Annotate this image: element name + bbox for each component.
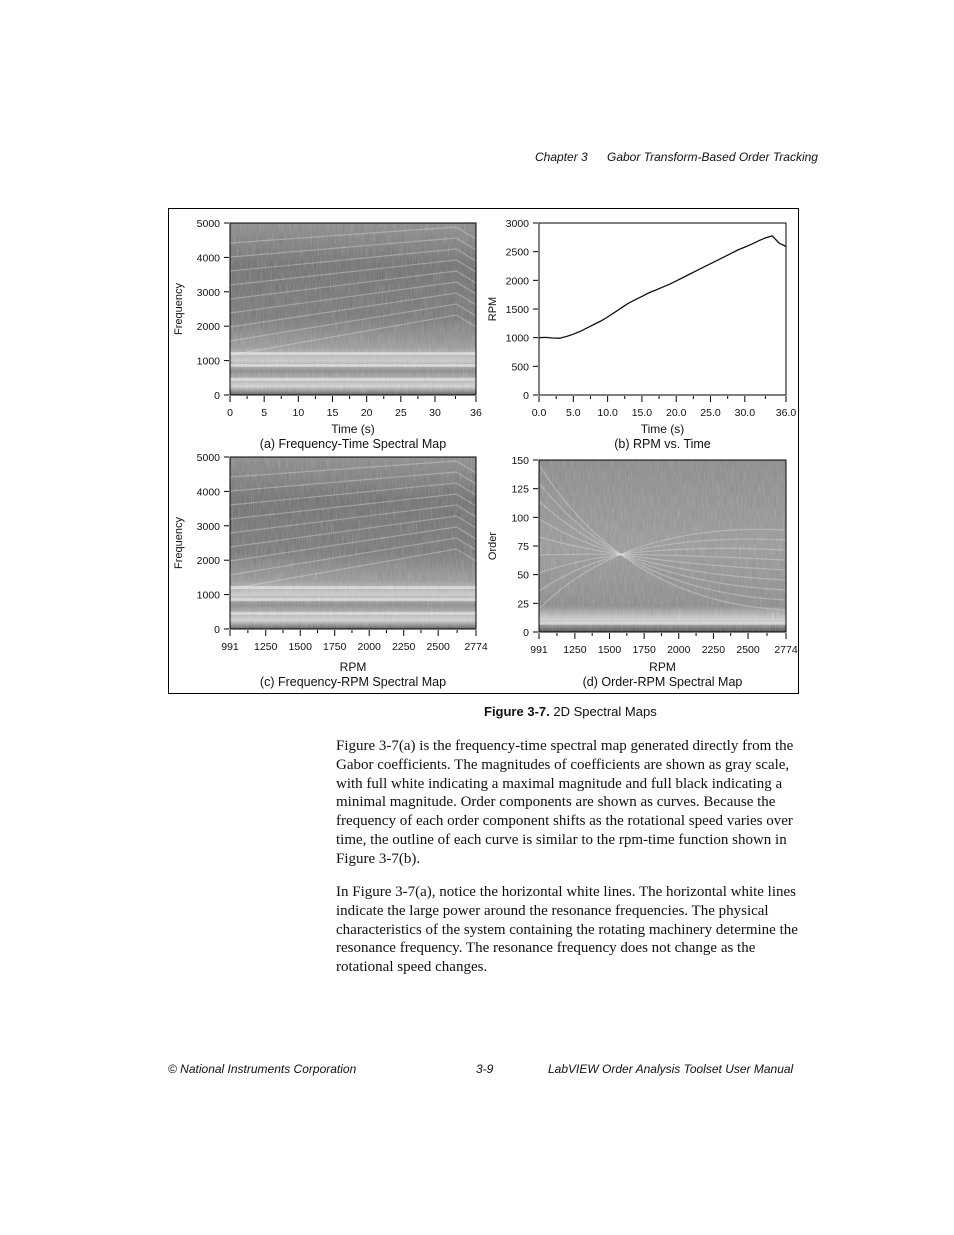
- x-tick-label: 991: [221, 641, 239, 653]
- figure-caption: [484, 704, 657, 719]
- y-axis-label: Frequency: [173, 283, 185, 335]
- x-tick-label: 1750: [632, 644, 656, 656]
- y-tick-label: 1500: [505, 304, 529, 316]
- y-tick-label: 150: [511, 455, 529, 467]
- y-tick-label: 1000: [196, 355, 220, 368]
- x-tick-label: 20: [360, 407, 373, 419]
- y-tick-label: 0: [214, 390, 220, 402]
- x-tick-label: 5: [261, 407, 268, 419]
- panel-title-b-rpm-vs-time: (b) RPM vs. Time: [614, 437, 711, 451]
- x-tick-label: 2000: [357, 641, 381, 653]
- footer-left: © National Instruments Corporation: [168, 1062, 357, 1076]
- y-tick-label: 1000: [196, 589, 220, 602]
- x-tick-label: 36: [470, 407, 482, 419]
- x-tick-label: 2500: [736, 644, 760, 656]
- y-tick-label: 25: [517, 598, 529, 611]
- paragraph-2: In Figure 3-7(a), notice the horizontal white lines. The horizontal white lines indicate the large power around the resonance frequencies. The physical characteristics of the system containing the rotating machinery determine the resonance frequency. The resonance frequency does not change as the rotational speed changes.: [336, 884, 798, 976]
- y-tick-label: 3000: [196, 286, 220, 299]
- y-axis-label: Frequency: [173, 517, 185, 569]
- y-tick-label: 2000: [505, 275, 529, 288]
- header-chapter: Chapter 3: [535, 150, 588, 164]
- y-tick-label: 4000: [196, 252, 220, 265]
- y-tick-label: 5000: [196, 218, 220, 230]
- paragraph-1: Figure 3-7(a) is the frequency-time spectral map generated directly from the Gabor coefficients. The magnitudes of coefficients are shown as gray scale, with full white indicating a maximal magnitude and full black indicating a minimal magnitude. Order components are shown as curves. Because the frequency of each order component shifts as the rotational speed varies over time, the outline of each curve is similar to the rpm-time function shown in Figure 3-7(b).: [336, 738, 794, 867]
- panel-title-d-order-rpm-spectral-map: (d) Order-RPM Spectral Map: [582, 675, 743, 689]
- x-tick-label: 1250: [254, 641, 278, 653]
- footer-right: LabVIEW Order Analysis Toolset User Manual: [548, 1062, 794, 1076]
- x-tick-label: 5.0: [566, 407, 581, 419]
- chart-panel-d: [487, 455, 798, 689]
- x-tick-label: 2774: [464, 641, 488, 653]
- y-tick-label: 500: [511, 361, 529, 374]
- y-axis-label: Order: [487, 531, 499, 561]
- x-tick-label: 36.0: [775, 407, 797, 419]
- footer-page-number: 3-9: [476, 1062, 494, 1076]
- resonance-band: [230, 352, 476, 355]
- x-tick-label: 0.0: [531, 407, 547, 419]
- header-title: Gabor Transform-Based Order Tracking: [607, 150, 818, 164]
- y-tick-label: 0: [523, 627, 529, 639]
- plot-border: [539, 223, 786, 395]
- x-tick-label: 1250: [563, 644, 587, 656]
- y-tick-label: 2000: [196, 321, 220, 334]
- x-tick-label: 1500: [597, 644, 622, 656]
- x-tick-label: 25.0: [700, 407, 721, 419]
- x-tick-label: 2250: [392, 641, 416, 653]
- x-tick-label: 2000: [667, 644, 691, 656]
- y-tick-label: 75: [517, 541, 529, 553]
- x-tick-label: 15.0: [631, 407, 653, 419]
- x-tick-label: 1750: [323, 641, 347, 653]
- chart-panel-b: [487, 218, 796, 451]
- x-tick-label: 2250: [701, 644, 726, 656]
- panel-title-c-frequency-rpm-spectral-map: (c) Frequency-RPM Spectral Map: [259, 675, 447, 689]
- x-tick-label: 991: [530, 644, 548, 656]
- resonance-band: [230, 612, 476, 615]
- resonance-band: [230, 378, 476, 381]
- chart-panel-c: [173, 452, 488, 689]
- y-tick-label: 2000: [196, 555, 220, 568]
- y-tick-label: 2500: [505, 246, 529, 259]
- x-tick-label: 10: [292, 407, 305, 419]
- y-tick-label: 100: [511, 512, 529, 525]
- x-tick-label: 2500: [426, 641, 450, 653]
- resonance-band: [230, 598, 476, 601]
- chart-panel-a: [173, 218, 482, 451]
- x-tick-label: 10.0: [597, 407, 618, 419]
- resonance-band: [539, 622, 786, 625]
- y-tick-label: 50: [517, 569, 529, 582]
- resonance-band: [230, 586, 476, 589]
- x-axis-label: RPM: [339, 660, 367, 674]
- y-tick-label: 0: [214, 624, 220, 636]
- x-axis-label: RPM: [649, 660, 676, 674]
- x-tick-label: 30.0: [734, 407, 756, 419]
- y-tick-label: 5000: [196, 452, 220, 464]
- y-axis-label: RPM: [487, 296, 499, 322]
- x-tick-label: 0: [227, 407, 233, 419]
- resonance-band: [230, 364, 476, 367]
- y-tick-label: 125: [511, 483, 529, 496]
- y-tick-label: 3000: [196, 520, 220, 533]
- x-axis-label: Time (s): [640, 422, 685, 436]
- caption-text: 2D Spectral Maps: [553, 704, 657, 719]
- rpm-series-line: [539, 236, 786, 338]
- caption-label: Figure 3-7.: [484, 704, 550, 719]
- x-tick-label: 2774: [774, 644, 798, 656]
- y-tick-label: 3000: [505, 218, 529, 230]
- x-axis-label: Time (s): [331, 422, 375, 436]
- panel-title-a-frequency-time-spectral-map: (a) Frequency-Time Spectral Map: [259, 437, 447, 451]
- x-tick-label: 25: [394, 407, 407, 419]
- y-tick-label: 0: [523, 390, 529, 402]
- y-tick-label: 4000: [196, 486, 220, 499]
- figure-3-7-spectral-maps: [168, 208, 799, 694]
- x-tick-label: 15: [326, 407, 339, 419]
- x-tick-label: 30: [429, 407, 441, 419]
- x-tick-label: 20.0: [666, 407, 687, 419]
- x-tick-label: 1500: [288, 641, 312, 653]
- y-tick-label: 1000: [505, 332, 529, 345]
